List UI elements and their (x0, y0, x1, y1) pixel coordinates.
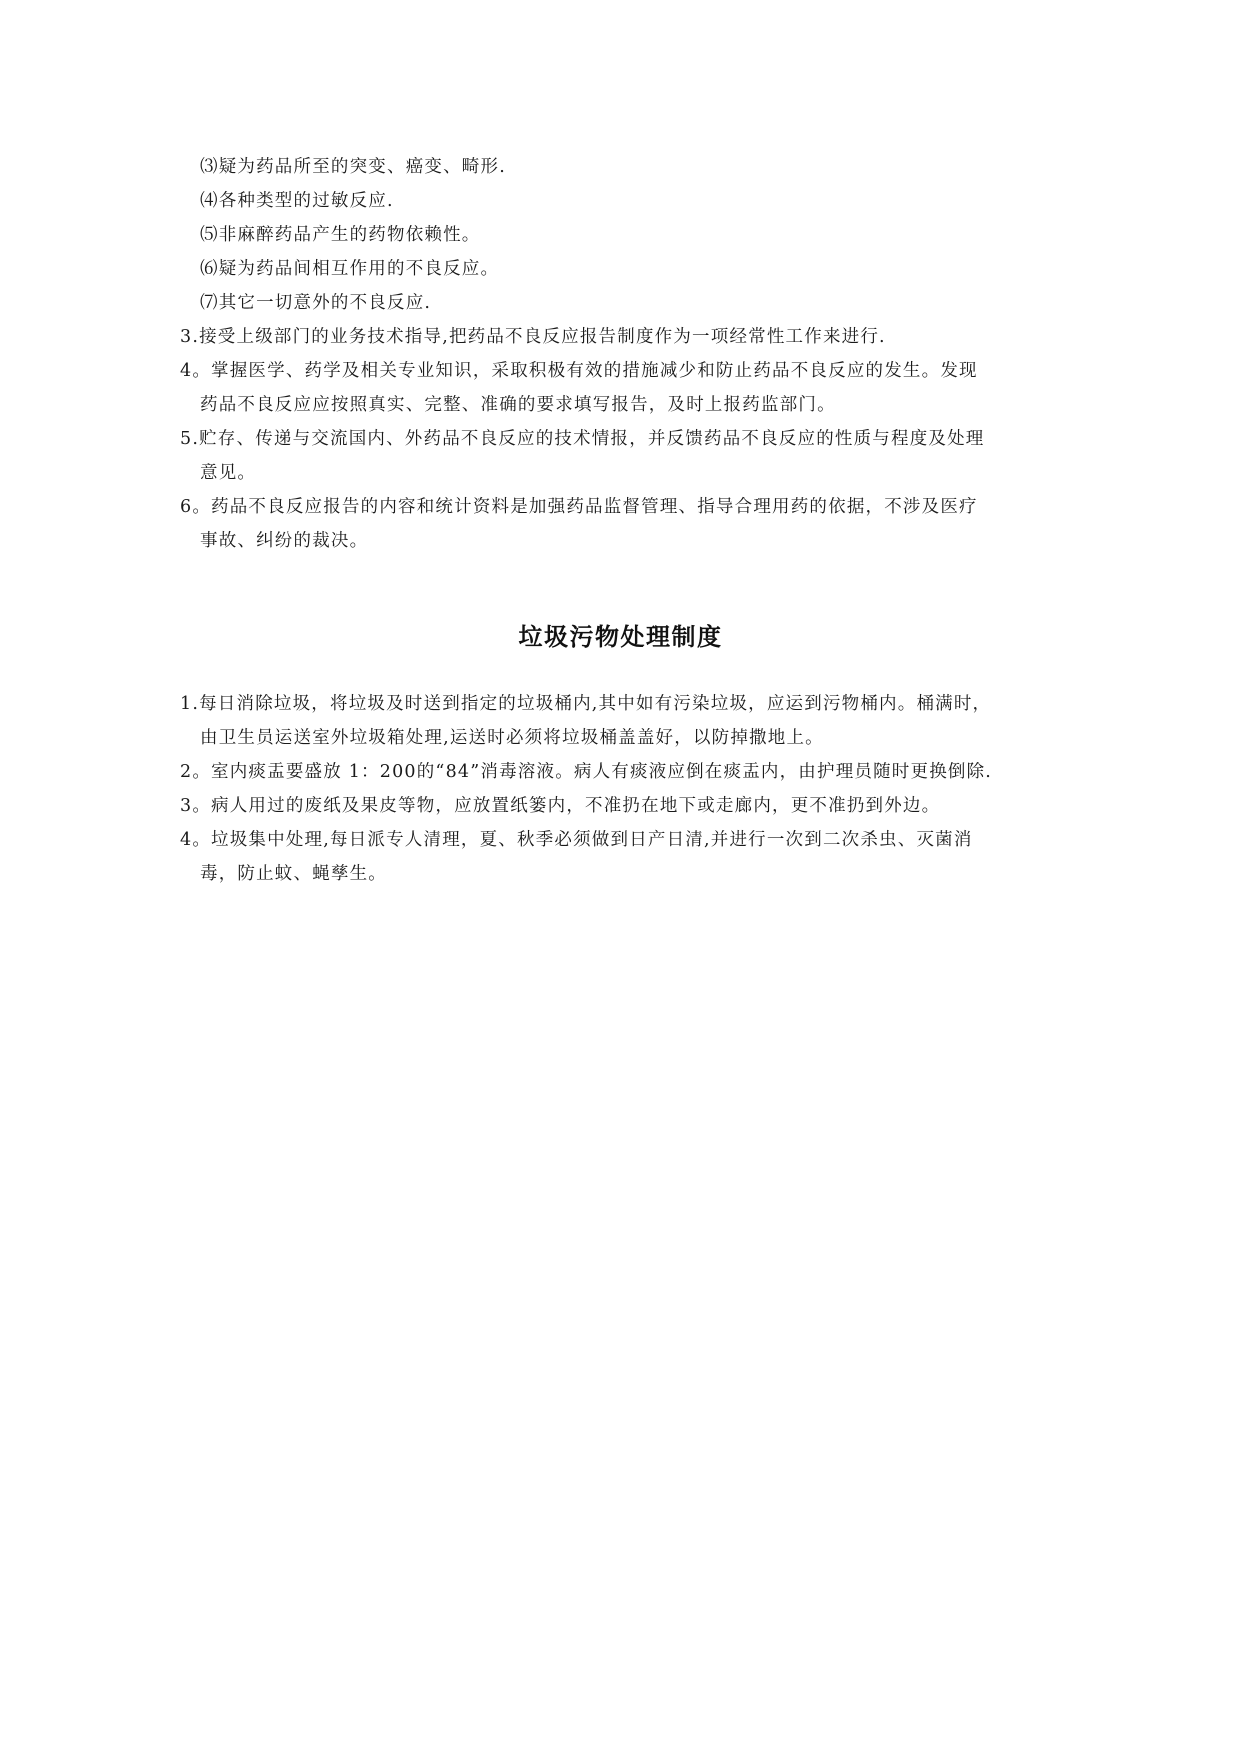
subitem-3: ⑶疑为药品所至的突变、癌变、畸形. (200, 157, 506, 177)
section1-item-5-line-1: 5.贮存、传递与交流国内、外药品不良反应的技术情报，并反馈药品不良反应的性质与程度及处理 (180, 429, 985, 449)
section2-item-1-line-2: 由卫生员运送室外垃圾箱处理,运送时必须将垃圾桶盖盖好，以防掉撒地上。 (200, 728, 824, 748)
section1-item-4-line-2: 药品不良反应应按照真实、完整、准确的要求填写报告，及时上报药监部门。 (200, 395, 836, 415)
section2-item-2-line-1: 2。室内痰盂要盛放 1：200的“84”消毒溶液。病人有痰液应倒在痰盂内，由护理员随时更换倒除. (180, 762, 993, 782)
subitem-7: ⑺其它一切意外的不良反应. (200, 293, 432, 313)
section1-item-4-line-1: 4。掌握医学、药学及相关专业知识，采取积极有效的措施减少和防止药品不良反应的发生。发现 (180, 361, 978, 381)
section1-item-3-line-1: 3.接受上级部门的业务技术指导,把药品不良反应报告制度作为一项经常性工作来进行. (180, 327, 886, 347)
section2-item-1-line-1: 1.每日消除垃圾，将垃圾及时送到指定的垃圾桶内,其中如有污染垃圾，应运到污物桶内。桶满时， (180, 694, 992, 714)
subitem-5: ⑸非麻醉药品产生的药物依赖性。 (200, 225, 481, 245)
section1-item-6-line-2: 事故、纠纷的裁决。 (200, 531, 369, 551)
section2-item-3-line-1: 3。病人用过的废纸及果皮等物，应放置纸篓内，不准扔在地下或走廊内，更不准扔到外边。 (180, 796, 941, 816)
subitem-6: ⑹疑为药品间相互作用的不良反应。 (200, 259, 500, 279)
section1-item-6-line-1: 6。药品不良反应报告的内容和统计资料是加强药品监督管理、指导合理用药的依据，不涉及医疗 (180, 497, 978, 517)
section2-item-4-line-2: 毒，防止蚊、蝇孳生。 (200, 864, 387, 884)
section2-title: 垃圾污物处理制度 (518, 623, 723, 651)
section1-item-5-line-2: 意见。 (200, 463, 257, 483)
section2-item-4-line-1: 4。垃圾集中处理,每日派专人清理，夏、秋季必须做到日产日清,并进行一次到二次杀虫、灭菌消 (180, 830, 973, 850)
subitem-4: ⑷各种类型的过敏反应. (200, 191, 394, 211)
